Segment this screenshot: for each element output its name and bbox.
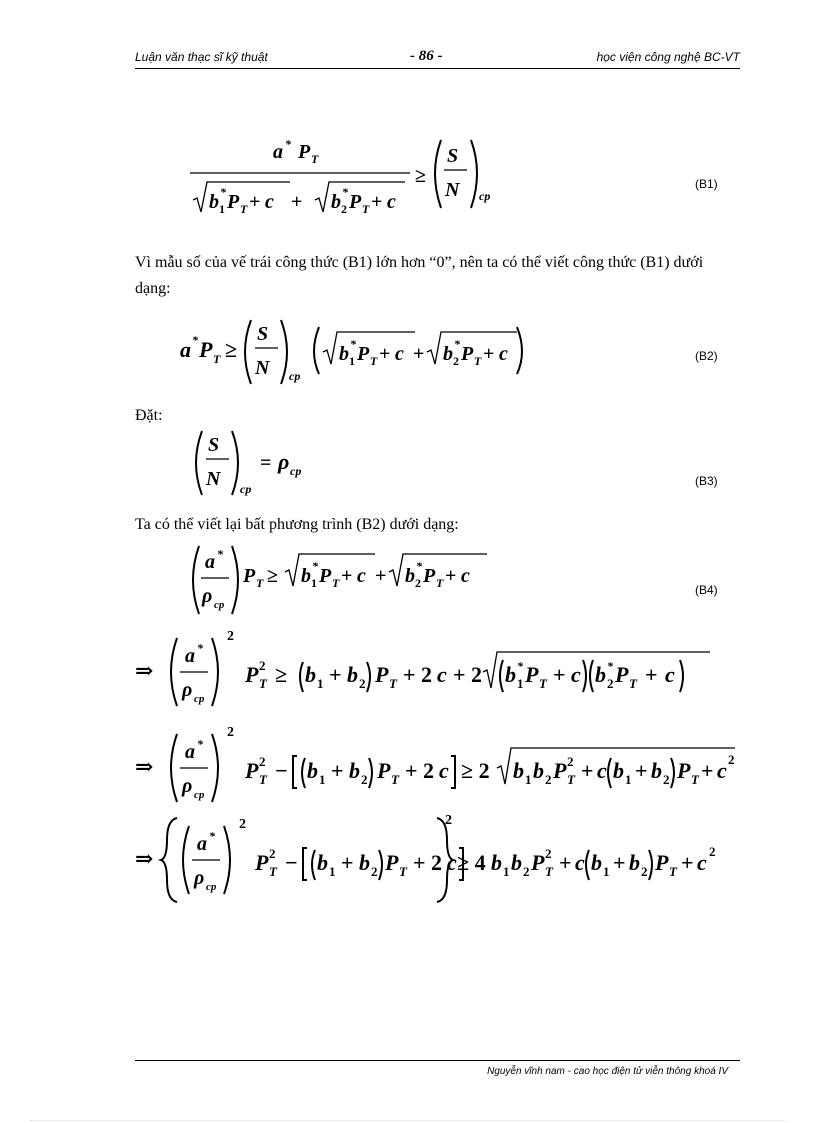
svg-text:ρ: ρ bbox=[182, 679, 193, 701]
svg-text:b: b bbox=[513, 758, 524, 783]
svg-text:T: T bbox=[545, 864, 553, 879]
svg-text:P: P bbox=[199, 337, 213, 362]
svg-text:T: T bbox=[213, 352, 221, 366]
svg-text:cp: cp bbox=[479, 189, 491, 203]
svg-text:cp: cp bbox=[290, 464, 302, 478]
svg-text:c: c bbox=[357, 565, 366, 587]
footer-rule bbox=[135, 1060, 740, 1061]
svg-text:T: T bbox=[370, 354, 378, 368]
svg-text:c: c bbox=[439, 758, 449, 783]
svg-text:a: a bbox=[273, 141, 283, 163]
svg-text:a: a bbox=[185, 645, 195, 667]
svg-text:b: b bbox=[491, 850, 502, 875]
svg-text:+: + bbox=[331, 758, 344, 783]
svg-text:2: 2 bbox=[663, 772, 670, 787]
equation-b1 bbox=[185, 130, 525, 220]
svg-text:P: P bbox=[298, 141, 311, 163]
svg-text:ρ: ρ bbox=[278, 449, 290, 474]
svg-text:c: c bbox=[665, 662, 675, 687]
paragraph-2: Đặt: bbox=[135, 407, 163, 424]
svg-text:S: S bbox=[257, 323, 269, 345]
svg-text:1: 1 bbox=[319, 772, 326, 787]
svg-text:+: + bbox=[371, 191, 383, 213]
svg-text:+: + bbox=[581, 758, 594, 783]
svg-text:cp: cp bbox=[206, 881, 217, 893]
svg-text:T: T bbox=[256, 576, 264, 590]
svg-text:*: * bbox=[209, 829, 215, 843]
svg-text:P: P bbox=[243, 565, 256, 587]
svg-text:P: P bbox=[461, 343, 474, 365]
svg-text:c: c bbox=[447, 850, 457, 875]
svg-text:+: + bbox=[613, 850, 626, 875]
svg-text:+: + bbox=[483, 343, 495, 365]
svg-text:c: c bbox=[265, 191, 274, 213]
svg-text:*: * bbox=[350, 337, 356, 351]
svg-text:2: 2 bbox=[641, 864, 648, 879]
svg-text:b: b bbox=[629, 850, 640, 875]
svg-text:2: 2 bbox=[259, 658, 266, 673]
svg-text:−: − bbox=[275, 758, 288, 783]
footer-text: Nguyễn vĩnh nam - cao học điện tử viễn thông khoá IV bbox=[487, 1066, 728, 1077]
svg-text:2: 2 bbox=[239, 817, 246, 832]
svg-text:P: P bbox=[531, 850, 545, 875]
svg-text:b: b bbox=[305, 662, 316, 687]
svg-text:2: 2 bbox=[361, 772, 368, 787]
svg-text:ρ: ρ bbox=[182, 775, 193, 797]
svg-text:+: + bbox=[329, 662, 342, 687]
header-right: học viện công nghệ BC-VT bbox=[596, 50, 740, 64]
svg-text:T: T bbox=[311, 152, 319, 166]
svg-text:P: P bbox=[319, 565, 332, 587]
svg-text:c: c bbox=[387, 191, 396, 213]
svg-text:*: * bbox=[217, 547, 223, 561]
svg-text:P: P bbox=[385, 850, 399, 875]
svg-text:P: P bbox=[655, 850, 669, 875]
svg-text:*: * bbox=[220, 185, 226, 199]
svg-text:*: * bbox=[416, 559, 422, 573]
svg-text:T: T bbox=[362, 202, 370, 216]
svg-text:P: P bbox=[349, 191, 362, 213]
equation-implication-1 bbox=[135, 626, 735, 716]
svg-text:*: * bbox=[517, 659, 523, 673]
svg-text:+ 2: + 2 bbox=[413, 850, 443, 875]
svg-text:2: 2 bbox=[607, 676, 614, 691]
svg-text:a: a bbox=[197, 833, 207, 855]
svg-text:a: a bbox=[180, 337, 191, 362]
svg-text:1: 1 bbox=[317, 676, 324, 691]
svg-text:+: + bbox=[701, 758, 714, 783]
equation-b2 bbox=[175, 312, 555, 392]
svg-text:1: 1 bbox=[329, 864, 336, 879]
svg-text:1: 1 bbox=[219, 202, 225, 216]
equation-b4 bbox=[185, 540, 505, 620]
svg-text:c: c bbox=[697, 850, 707, 875]
svg-text:cp: cp bbox=[194, 789, 205, 801]
svg-text:b: b bbox=[307, 758, 318, 783]
svg-text:P: P bbox=[525, 662, 539, 687]
svg-text:cp: cp bbox=[214, 599, 225, 611]
svg-text:b: b bbox=[339, 343, 349, 365]
svg-text:⇒: ⇒ bbox=[135, 754, 154, 779]
svg-text:1: 1 bbox=[603, 864, 610, 879]
page-edge-dotted-line bbox=[30, 1120, 786, 1121]
svg-text:2: 2 bbox=[371, 864, 378, 879]
svg-text:⇒: ⇒ bbox=[135, 658, 154, 683]
svg-text:cp: cp bbox=[240, 482, 252, 496]
svg-text:a: a bbox=[185, 741, 195, 763]
svg-text:T: T bbox=[269, 864, 277, 879]
svg-text:2: 2 bbox=[545, 772, 552, 787]
svg-text:b: b bbox=[209, 191, 219, 213]
svg-text:*: * bbox=[197, 737, 203, 751]
svg-text:c: c bbox=[395, 343, 404, 365]
svg-text:P: P bbox=[375, 662, 389, 687]
svg-text:T: T bbox=[240, 202, 248, 216]
svg-text:≥: ≥ bbox=[267, 565, 278, 587]
svg-text:*: * bbox=[197, 641, 203, 655]
svg-text:N: N bbox=[445, 179, 460, 201]
svg-text:T: T bbox=[629, 676, 637, 691]
equation-label-b2: (B2) bbox=[695, 349, 718, 363]
paragraph-1: Vì mẫu số của vế trái công thức (B1) lớn hơn “0”, nên ta có thể viết công thức (B1) dưới dạng: bbox=[135, 254, 704, 297]
svg-text:b: b bbox=[613, 758, 624, 783]
svg-text:1: 1 bbox=[625, 772, 632, 787]
svg-text:*: * bbox=[607, 659, 613, 673]
svg-text:2: 2 bbox=[728, 752, 735, 767]
svg-text:*: * bbox=[285, 137, 291, 151]
svg-text:N: N bbox=[206, 468, 221, 490]
svg-text:⇒: ⇒ bbox=[135, 846, 154, 871]
header-rule bbox=[135, 68, 740, 69]
svg-text:2: 2 bbox=[523, 864, 530, 879]
svg-text:2: 2 bbox=[415, 576, 421, 590]
svg-text:+: + bbox=[249, 191, 261, 213]
svg-text:T: T bbox=[539, 676, 547, 691]
svg-text:=: = bbox=[260, 452, 272, 474]
svg-text:T: T bbox=[567, 772, 575, 787]
svg-text:≥: ≥ bbox=[275, 662, 288, 687]
svg-text:b: b bbox=[331, 191, 341, 213]
svg-text:T: T bbox=[669, 864, 677, 879]
svg-text:S: S bbox=[447, 145, 459, 167]
svg-text:ρ: ρ bbox=[194, 867, 205, 889]
svg-text:P: P bbox=[255, 850, 269, 875]
paragraph-3: Ta có thể viết lại bất phương trình (B2) dưới dạng: bbox=[135, 516, 459, 533]
equation-label-b4: (B4) bbox=[695, 583, 718, 597]
svg-text:b: b bbox=[443, 343, 453, 365]
svg-text:2: 2 bbox=[341, 202, 347, 216]
svg-text:≥ 2: ≥ 2 bbox=[461, 758, 490, 783]
svg-text:2: 2 bbox=[545, 846, 552, 861]
svg-text:2: 2 bbox=[445, 813, 452, 828]
svg-text:c: c bbox=[571, 662, 581, 687]
svg-text:−: − bbox=[285, 850, 298, 875]
svg-text:+: + bbox=[635, 758, 648, 783]
svg-text:*: * bbox=[192, 333, 198, 347]
svg-text:2: 2 bbox=[259, 754, 266, 769]
svg-text:P: P bbox=[357, 343, 370, 365]
svg-text:+: + bbox=[341, 850, 354, 875]
svg-text:1: 1 bbox=[503, 864, 510, 879]
svg-text:+: + bbox=[341, 565, 353, 587]
svg-text:T: T bbox=[436, 576, 444, 590]
header-left: Luận văn thạc sĩ kỹ thuật bbox=[135, 50, 268, 64]
svg-text:T: T bbox=[332, 576, 340, 590]
svg-text:N: N bbox=[255, 357, 270, 379]
svg-text:+: + bbox=[559, 850, 572, 875]
equation-b3 bbox=[190, 425, 350, 505]
svg-text:c: c bbox=[461, 565, 470, 587]
svg-text:*: * bbox=[312, 559, 318, 573]
svg-text:b: b bbox=[347, 662, 358, 687]
svg-text:b: b bbox=[591, 850, 602, 875]
svg-text:b: b bbox=[595, 662, 606, 687]
svg-text:+: + bbox=[553, 662, 566, 687]
svg-text:T: T bbox=[474, 354, 482, 368]
svg-text:2: 2 bbox=[269, 846, 276, 861]
svg-text:1: 1 bbox=[517, 676, 524, 691]
svg-text:b: b bbox=[511, 850, 522, 875]
svg-text:≥: ≥ bbox=[225, 337, 238, 362]
svg-text:2: 2 bbox=[567, 754, 574, 769]
svg-text:≥ 4: ≥ 4 bbox=[457, 850, 486, 875]
svg-text:+: + bbox=[681, 850, 694, 875]
svg-text:ρ: ρ bbox=[202, 585, 213, 607]
svg-text:cp: cp bbox=[289, 369, 301, 383]
svg-text:2: 2 bbox=[227, 725, 234, 740]
svg-text:+: + bbox=[379, 343, 391, 365]
svg-text:T: T bbox=[259, 676, 267, 691]
svg-text:2: 2 bbox=[709, 844, 716, 859]
svg-text:1: 1 bbox=[349, 354, 355, 368]
svg-text:2: 2 bbox=[227, 629, 234, 644]
svg-text:c: c bbox=[437, 662, 447, 687]
equation-label-b3: (B3) bbox=[695, 474, 718, 488]
svg-text:c: c bbox=[575, 850, 585, 875]
svg-text:P: P bbox=[615, 662, 629, 687]
svg-text:T: T bbox=[399, 864, 407, 879]
svg-text:2: 2 bbox=[359, 676, 366, 691]
equation-implication-2 bbox=[135, 722, 740, 812]
svg-text:*: * bbox=[342, 185, 348, 199]
equation-label-b1: (B1) bbox=[695, 177, 718, 191]
svg-text:S: S bbox=[208, 434, 220, 456]
svg-text:c: c bbox=[499, 343, 508, 365]
svg-text:b: b bbox=[505, 662, 516, 687]
svg-text:P: P bbox=[245, 758, 259, 783]
svg-text:b: b bbox=[301, 565, 311, 587]
equation-implication-3 bbox=[135, 810, 735, 910]
svg-text:b: b bbox=[651, 758, 662, 783]
svg-text:P: P bbox=[553, 758, 567, 783]
svg-text:P: P bbox=[423, 565, 436, 587]
svg-text:1: 1 bbox=[311, 576, 317, 590]
svg-text:b: b bbox=[405, 565, 415, 587]
svg-text:T: T bbox=[389, 676, 397, 691]
svg-text:P: P bbox=[677, 758, 691, 783]
svg-text:+ 2: + 2 bbox=[405, 758, 435, 783]
svg-text:b: b bbox=[349, 758, 360, 783]
svg-text:+ 2: + 2 bbox=[403, 662, 433, 687]
svg-text:T: T bbox=[259, 772, 267, 787]
svg-text:≥: ≥ bbox=[415, 165, 426, 187]
svg-text:b: b bbox=[317, 850, 328, 875]
svg-text:T: T bbox=[391, 772, 399, 787]
svg-text:b: b bbox=[533, 758, 544, 783]
svg-text:P: P bbox=[227, 191, 240, 213]
svg-text:P: P bbox=[245, 662, 259, 687]
svg-text:c: c bbox=[717, 758, 727, 783]
svg-text:+: + bbox=[645, 662, 658, 687]
svg-text:P: P bbox=[377, 758, 391, 783]
svg-text:*: * bbox=[454, 337, 460, 351]
svg-text:b: b bbox=[359, 850, 370, 875]
svg-text:+: + bbox=[291, 191, 303, 213]
svg-text:a: a bbox=[205, 551, 215, 573]
svg-text:+: + bbox=[413, 343, 425, 365]
svg-text:c: c bbox=[597, 758, 607, 783]
svg-text:T: T bbox=[691, 772, 699, 787]
svg-text:+: + bbox=[375, 565, 387, 587]
svg-text:1: 1 bbox=[525, 772, 532, 787]
svg-text:2: 2 bbox=[453, 354, 459, 368]
svg-text:+: + bbox=[445, 565, 457, 587]
page-number: - 86 - bbox=[410, 48, 443, 64]
svg-text:+ 2: + 2 bbox=[453, 662, 483, 687]
svg-text:cp: cp bbox=[194, 693, 205, 705]
